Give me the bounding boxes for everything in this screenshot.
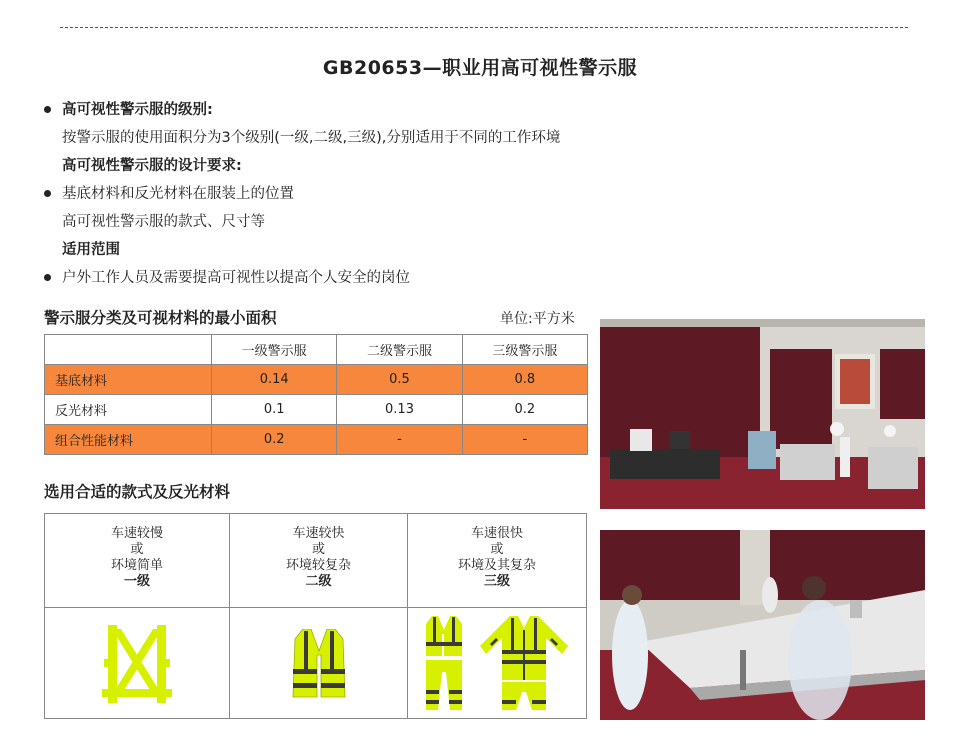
bullet-text: 户外工作人员及需要提高可视性以提高个人安全的岗位 (62, 270, 410, 286)
bullet-text: 高可视性警示服的款式、尺寸等 (62, 214, 265, 230)
lab-office-photo (600, 319, 925, 509)
speed-text: 车速较快 (292, 526, 345, 541)
bullet-text: 高可视性警示服的设计要求: (62, 158, 242, 174)
speed-text: 车速很快 (470, 526, 523, 541)
style-description (45, 514, 229, 608)
bullet-list (44, 96, 684, 292)
style-column-level-1 (45, 514, 230, 718)
or-text: 或 (490, 542, 504, 557)
style-section-title: 选用合适的款式及反光材料 (44, 483, 231, 501)
level-label: 一级 (123, 574, 150, 589)
environment-text: 环境较复杂 (285, 558, 351, 573)
table-cell: 0.13 (337, 395, 462, 425)
safety-vest-icon (230, 608, 407, 719)
bullet-text: 按警示服的使用面积分为3个级别(一级,二级,三级),分别适用于不同的工作环境 (62, 130, 561, 146)
table-header-cell: 一级警示服 (212, 335, 337, 365)
bullet-line-4 (44, 208, 684, 236)
table-header-cell: 三级警示服 (462, 335, 587, 365)
or-text: 或 (130, 542, 144, 557)
table-cell: 0.2 (462, 395, 587, 425)
table-row (45, 365, 588, 395)
bullet-line-0 (44, 96, 684, 124)
table-row (45, 395, 588, 425)
level-label: 二级 (305, 574, 332, 589)
vest-pants-jacket-icon (408, 608, 586, 719)
row-label: 组合性能材料 (45, 425, 212, 455)
bullet-line-5 (44, 236, 684, 264)
row-label: 基底材料 (45, 365, 212, 395)
row-label: 反光材料 (45, 395, 212, 425)
style-column-level-2 (230, 514, 408, 718)
style-column-level-3 (408, 514, 586, 718)
bullet-dot-icon (44, 106, 51, 113)
level-label: 三级 (483, 574, 510, 589)
bullet-line-1 (44, 124, 684, 152)
area-table-unit: 单位:平方米 (500, 311, 575, 327)
environment-text: 环境及其复杂 (457, 558, 536, 573)
speed-text: 车速较慢 (110, 526, 163, 541)
table-cell: 0.8 (462, 365, 587, 395)
bullet-dot-icon (44, 190, 51, 197)
table-header-cell: 二级警示服 (337, 335, 462, 365)
table-cell: 0.1 (212, 395, 337, 425)
bullet-text: 高可视性警示服的级别: (62, 102, 213, 118)
table-header-cell (45, 335, 212, 365)
table-header-row (45, 335, 588, 365)
page-title: GB20653—职业用高可视性警示服 (322, 57, 638, 79)
table-cell: 0.2 (212, 425, 337, 455)
table-row (45, 425, 588, 455)
table-cell: 0.5 (337, 365, 462, 395)
bullet-dot-icon (44, 274, 51, 281)
or-text: 或 (311, 542, 325, 557)
area-table-title: 警示服分类及可视材料的最小面积 (44, 309, 277, 327)
environment-text: 环境简单 (110, 558, 163, 573)
style-description (230, 514, 407, 608)
bullet-text: 适用范围 (62, 242, 120, 258)
harness-vest-icon (45, 608, 229, 719)
table-cell: - (337, 425, 462, 455)
bullet-line-3 (44, 180, 684, 208)
table-cell: 0.14 (212, 365, 337, 395)
bullet-line-6 (44, 264, 684, 292)
table-cell: - (462, 425, 587, 455)
bullet-text: 基底材料和反光材料在服装上的位置 (62, 186, 294, 202)
style-description (408, 514, 586, 608)
area-table (44, 334, 588, 455)
style-grid (44, 513, 587, 719)
lab-room-photo (600, 530, 925, 720)
top-dashed-divider (60, 27, 908, 28)
bullet-line-2 (44, 152, 684, 180)
